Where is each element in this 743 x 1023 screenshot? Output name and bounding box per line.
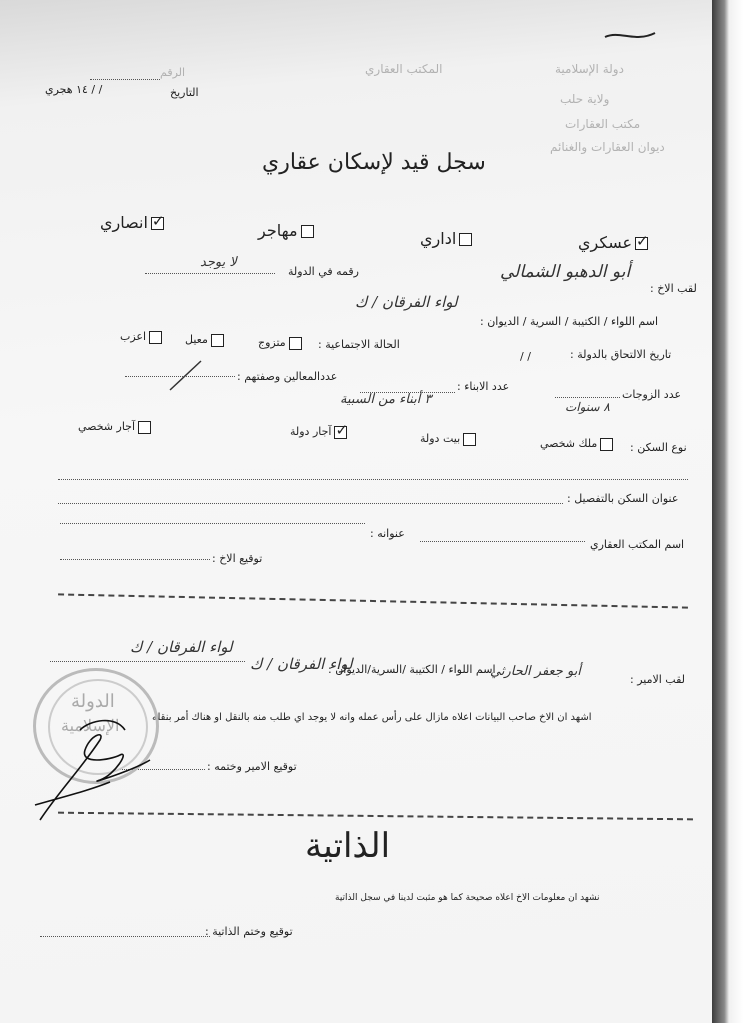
office-addr-label: عنوانه : <box>370 527 405 540</box>
single-label: اعزب <box>120 330 147 343</box>
state-rent-label: آجار دولة <box>290 425 332 438</box>
supporting-checkbox[interactable] <box>211 334 224 347</box>
admin-label: اداري <box>420 229 457 248</box>
brother-sig-line <box>60 558 210 560</box>
emir-title-value: أبو جعفر الحارثي <box>490 664 581 679</box>
emir-signature <box>20 700 170 830</box>
personal-rent-option <box>78 420 151 434</box>
wives-label: عدد الزوجات <box>622 388 682 401</box>
housing-label: نوع السكن : <box>630 441 687 454</box>
married-label: متزوج <box>258 336 286 349</box>
org-line4: ديوان العقارات والغنائم <box>550 140 665 154</box>
address-line-1 <box>58 478 688 480</box>
stamp-text-1: الدولة <box>71 691 115 712</box>
office-name-line <box>420 540 585 542</box>
emir-testimony: اشهد ان الاخ صاحب البيانات اعلاه مازال على رأس عمله وانه لا يوجد اي طلب منه بالنقل او هناك أمر بنقله <box>152 712 592 723</box>
state-rent-option <box>290 425 347 439</box>
section2-sig-label: توقيع وختم الذاتية : <box>205 925 293 938</box>
address-label: عنوان السكن بالتفصيل : <box>567 492 679 505</box>
emir-sig-label: توقيع الامير وختمه : <box>207 760 297 773</box>
date-value: / / ١٤ هجري <box>45 83 103 96</box>
document-title: سجل قيد لإسكان عقاري <box>262 150 486 175</box>
emir-brigade-line <box>50 660 245 662</box>
state-no-line <box>145 272 275 274</box>
ref-label: الرقم <box>160 66 186 79</box>
ref-line <box>90 78 160 80</box>
section2-testimony: نشهد ان معلومات الاخ اعلاه صحيحة كما هو مثبت لدينا في سجل الذاتية <box>335 893 600 903</box>
supporting-option <box>185 333 224 347</box>
social-status-label: الحالة الاجتماعية : <box>318 338 400 351</box>
ansari-label: انصاري <box>100 213 148 232</box>
join-date-label: تاريخ الالتحاق بالدولة : <box>570 348 672 361</box>
nickname-label: لقب الاخ : <box>650 282 697 295</box>
own-label: ملك شخصي <box>540 437 598 450</box>
muhajir-checkbox[interactable] <box>301 225 314 238</box>
dependents-label: عددالمعالين وصفتهم : <box>237 370 338 383</box>
personal-rent-label: آجار شخصي <box>78 420 136 433</box>
state-rent-checkbox[interactable] <box>334 426 347 439</box>
org-line1: دولة الإسلامية <box>555 62 624 76</box>
ansari-checkbox[interactable] <box>151 217 164 230</box>
category-admin <box>420 229 472 248</box>
married-checkbox[interactable] <box>289 337 302 350</box>
office-label: اسم المكتب العقاري <box>590 538 685 551</box>
brigade-value: لواء الفرقان / ك <box>355 293 458 311</box>
personal-rent-checkbox[interactable] <box>138 421 151 434</box>
stamp-text-2: الإسلامية <box>61 716 120 735</box>
own-checkbox[interactable] <box>600 438 613 451</box>
office-addr-line <box>60 522 365 524</box>
admin-checkbox[interactable] <box>459 233 472 246</box>
wives-value: ٨ سنوات <box>565 400 610 414</box>
single-option <box>120 330 162 344</box>
state-house-checkbox[interactable] <box>463 433 476 446</box>
married-option <box>258 336 302 350</box>
muhajir-label: مهاجر <box>258 221 298 240</box>
strike-mark <box>165 358 205 393</box>
join-date-value: / / <box>520 350 531 363</box>
state-house-option <box>420 432 476 446</box>
fold-mark <box>600 25 660 45</box>
category-military <box>578 233 648 252</box>
section2-sig-line <box>40 935 210 937</box>
separator-1 <box>58 593 688 608</box>
brother-sig-label: توقيع الاخ : <box>212 552 263 565</box>
wives-line <box>555 396 620 398</box>
military-label: عسكري <box>578 233 633 252</box>
children-value: ٣ أبناء من السبية <box>340 392 432 407</box>
children-label: عدد الابناء : <box>457 380 510 393</box>
brigade-label: اسم اللواء / الكتيبة / السرية / الديوان : <box>480 315 658 328</box>
office-header: المكتب العقاري <box>365 62 443 76</box>
org-line3: مكتب العقارات <box>565 117 641 131</box>
nickname-value: أبو الدهبو الشمالي <box>500 262 631 282</box>
own-option <box>540 437 613 451</box>
emir-brigade-value-2: لواء الفرقان / ك <box>250 655 353 673</box>
address-line-2 <box>58 502 563 504</box>
state-no-value: لا يوجد <box>200 255 237 270</box>
scan-edge <box>712 0 743 1023</box>
org-line2: ولاية حلب <box>560 92 610 106</box>
emir-title-label: لقب الامير : <box>630 673 686 686</box>
category-muhajir <box>258 221 314 240</box>
section2-title: الذاتية <box>305 826 391 866</box>
state-house-label: بيت دولة <box>420 432 461 445</box>
category-ansari <box>100 213 164 232</box>
supporting-label: معيل <box>185 333 208 346</box>
state-no-label: رقمه في الدولة <box>288 265 359 278</box>
single-checkbox[interactable] <box>149 331 162 344</box>
emir-brigade-label: اسم اللواء / الكتيبة /السرية/الديوان : <box>328 663 496 676</box>
date-label: التاريخ <box>170 86 199 99</box>
emir-brigade-value: لواء الفرقان / ك <box>130 638 233 656</box>
military-checkbox[interactable] <box>635 237 648 250</box>
